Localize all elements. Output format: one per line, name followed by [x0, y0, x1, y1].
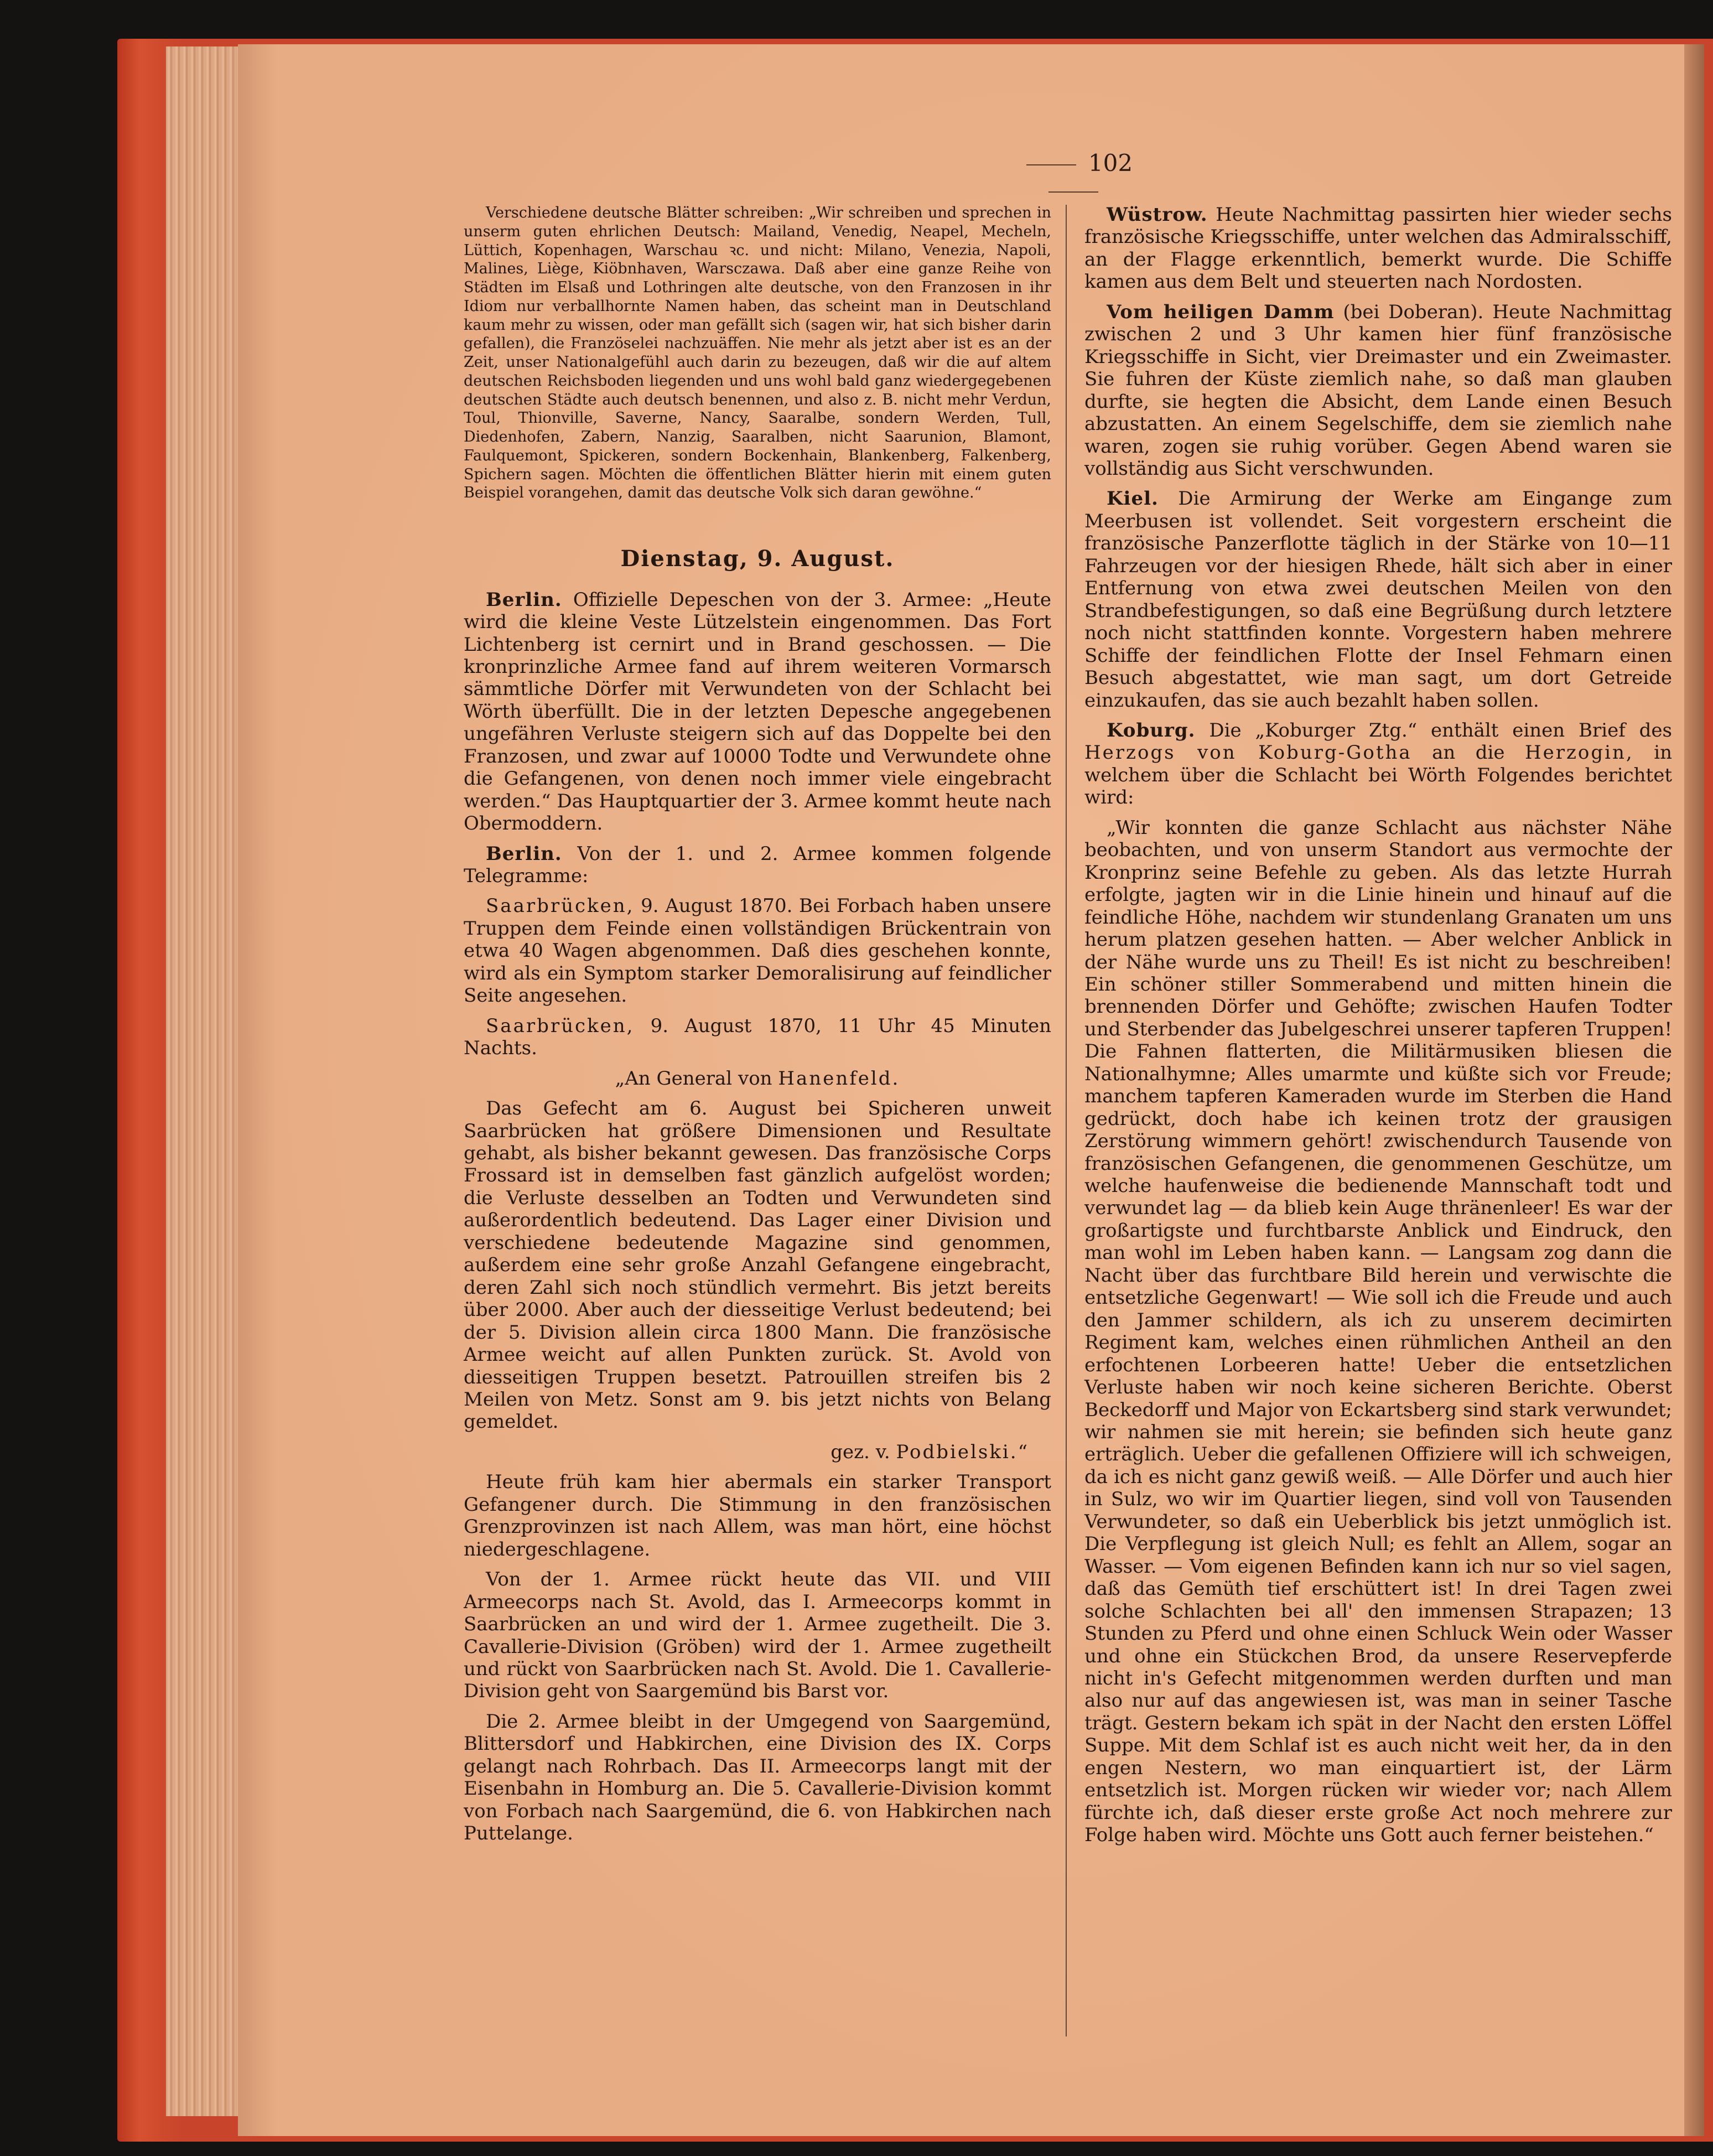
place-saarbruecken-1: Saarbrücken, [486, 895, 635, 918]
lead-heiliger-damm: Vom heiligen Damm [1107, 300, 1335, 323]
page-edges [166, 46, 243, 2116]
text-koburg-b: an die [1432, 742, 1505, 764]
paragraph-armee-2: Die 2. Armee bleibt in der Umgegend von Saargemünd, Blittersdorf und Habkirchen, eine Division des IX. Corps gelangt nach Rohrbach. Das II. Armeecorps langt mit der Eisenbahn in Homburg an. Die 5. Cavallerie-Division kommt von Forbach nach Saargemünd, die 6. von Habkirchen nach Puttelange. [464, 1710, 1051, 1845]
date-heading: Dienstag, 9. August. [620, 546, 895, 572]
lead-koburg: Koburg. [1107, 719, 1196, 742]
paragraph-telegram-1 [464, 895, 1051, 1007]
paragraph-gefangene: Heute früh kam hier abermals ein starker Transport Gefangener durch. Die Stimmung in den französischen Grenzprovinzen ist nach Allem, was man hört, eine höchst niedergeschlagene. [464, 1471, 1051, 1561]
page-number: 102 [985, 149, 1162, 204]
paragraph-wuestrow [1084, 204, 1672, 293]
text-berlin-2: Von der 1. und 2. Armee kommen folgende Telegramme: [464, 842, 1051, 888]
intro-paragraph: Verschiedene deutsche Blätter schreiben: „Wir schreiben und sprechen in unserm guten ehrlichen Deutsch: Mailand, Venedig, Neapel, Mecheln, Lüttich, Kopenhagen, Warschau ꝛc. und nicht: Milano, Venezia, Napoli, Malines, Liège, Kiöbnhaven, Warsczawa. Daß aber eine ganze Reihe von Städten im Elsaß und Lothringen alte deutsche, von den Franzosen in ihr Idiom nur verballhornte Namen haben, das scheint man in Deutschland kaum mehr zu wissen, oder man gefällt sich (sagen wir, hat sich bisher darin gefallen), die Französelei nachzuäffen. Nie mehr als jetzt aber ist es an der Zeit, unser Nationalgefühl auch darin zu bezeugen, daß wir die auf altem deutschen Reichsboden liegenden und uns wohl bald ganz wiedergegebenen deutschen Städte auch deutsch benennen, und also z. B. nicht mehr Verdun, Toul, Thionville, Saverne, Nancy, Saaralbe, sondern Werden, Tull, Diedenhofen, Zabern, Nanzig, Saaralben, nicht Saarunion, Blamont, Faulquemont, Spickeren, sondern Bockenhain, Blankenberg, Falkenberg, Spichern sagen. Möchten die öffentlichen Blätter hierin mit einem guten Beispiel vorangehen, damit das deutsche Volk sich daran gewöhne.“ [464, 204, 1051, 502]
place-saarbruecken-2: Saarbrücken, [486, 1014, 635, 1037]
column-divider [1066, 205, 1067, 2036]
text-koburg-c: in welchem über die Schlacht bei Wörth Folgendes berichtet wird: [1084, 742, 1672, 809]
paragraph-telegram-2 [464, 1015, 1051, 1060]
text-kiel: Die Armirung der Werke am Eingange zum Meerbusen ist vollendet. Seit vorgestern erscheint die französische Panzerflotte täglich in der Stärke von 10—11 Fahrzeugen vor der hiesigen Rhede, hält sich aber in einer Entfernung von etwa zwei deutschen Meilen von den Strandbefestigungen, so daß eine Begrüßung durch letztere noch nicht stattfinden konnte. Vorgestern haben mehrere Schiffe der feindlichen Flotte der Insel Fehmarn einen Besuch abgestattet, wie man sagt, um dort Getreide einzukaufen, das sie auch bezahlt haben sollen. [1084, 488, 1673, 712]
text-telegram-1: 9. August 1870. Bei Forbach haben unsere Truppen dem Feinde einen vollständigen Brückentrain von etwa 40 Wagen abgenommen. Daß dies geschehen konnte, wird als ein Symptom starker Demoralisirung auf feindlicher Seite angesehen. [464, 895, 1051, 1007]
paragraph-armee-1: Von der 1. Armee rückt heute das VII. und VIII Armeecorps nach St. Avold, das I. Armeecorps kommt in Saarbrücken an und wird der 1. Armee zugetheilt. Die 3. Cavallerie-Division (Gröben) wird der 1. Armee zugetheilt und rückt von Saarbrücken nach St. Avold. Die 1. Cavallerie-Division geht von Saargemünd bis Barst vor. [464, 1568, 1051, 1703]
paragraph-koburg [1084, 719, 1672, 809]
text-wuestrow: Heute Nachmittag passirten hier wieder sechs französische Kriegsschiffe, unter welchen das Admiralsschiff, an der Flagge erkenntlich, bemerkt wurde. Die Schiffe kamen aus dem Belt und steuerten nach Nordosten. [1084, 204, 1672, 293]
text-koburg-duchess: Herzogin, [1524, 742, 1634, 764]
intro-block [464, 204, 1051, 502]
text-koburg-duke: Herzogs von Koburg-Gotha [1084, 742, 1412, 764]
right-column [1084, 204, 1672, 1854]
lead-berlin-2: Berlin. [486, 842, 562, 865]
text-telegram-2: 9. August 1870, 11 Uhr 45 Minuten Nachts. [464, 1014, 1052, 1060]
signature-prefix: gez. v. [830, 1440, 890, 1463]
text-berlin-1: Offizielle Depeschen von der 3. Armee: „Heute wird die kleine Veste Lützelstein eingenommen. Das Fort Lichtenberg ist cernirt und in Brand geschossen. — Die kronprinzliche Armee fand auf ihrem weiteren Vormarsch sämmtliche Dörfer mit Verwundeten von der Schlacht bei Wörth überfüllt. Die in der letzten Depesche angegebenen ungefähren Verluste steigern sich auf das Doppelte bei den Franzosen, und zwar auf 10000 Todte und Verwundete ohne die Gefangenen, von denen noch immer viele eingebracht werden.“ Das Hauptquartier der 3. Armee kommt heute nach Obermoddern. [464, 588, 1052, 835]
paragraph-heiliger-damm [1084, 301, 1672, 480]
paragraph-berlin-2 [464, 843, 1051, 888]
text-heiliger-damm: (bei Doberan). Heute Nachmittag zwischen 2 und 3 Uhr kamen hier fünf französische Kriegsschiffe in Sicht, vier Dreimaster und ein Zweimaster. Sie fuhren der Küste ziemlich nahe, so daß man glauben durfte, sie hegten die Absicht, dem Lande einen Besuch abzustatten. An einem Segelschiffe, dem sie ziemlich nahe waren, zogen sie ruhig vorüber. Gegen Abend waren sie vollständig aus Sicht verschwunden. [1084, 300, 1672, 480]
lead-berlin-1: Berlin. [486, 588, 562, 611]
paragraph-gefecht: Das Gefecht am 6. August bei Spicheren unweit Saarbrücken hat größere Dimensionen und Resultate gehabt, als bisher bekannt gewesen. Das französische Corps Frossard ist in demselben fast gänzlich aufgelöst worden; die Verluste desselben an Todten und Verwundeten sind außerordentlich bedeutend. Das Lager einer Division und verschiedene bedeutende Magazine sind genommen, außerdem eine sehr große Anzahl Gefangene eingebracht, deren Zahl sich noch stündlich vermehrt. Bis jetzt bereits über 2000. Aber auch der diesseitige Verlust bedeutend; bei der 5. Division allein circa 1800 Mann. Die französische Armee weicht auf allen Punkten zurück. St. Avold von diesseitigen Truppen besetzt. Patrouillen streifen bis 2 Meilen von Metz. Sonst am 9. bis jetzt nichts von Belang gemeldet. [464, 1097, 1051, 1433]
text-koburg-a: Die „Koburger Ztg.“ enthält einen Brief des [1209, 719, 1673, 742]
page-gutter [1684, 44, 1704, 2136]
address-name: Hanenfeld. [778, 1067, 900, 1090]
lead-kiel: Kiel. [1107, 488, 1159, 510]
address-prefix: „An General von [615, 1067, 772, 1090]
paragraph-berlin-1 [464, 589, 1051, 835]
left-column [464, 204, 1051, 1853]
paragraph-kiel [1084, 488, 1672, 712]
lead-wuestrow: Wüstrow. [1107, 204, 1208, 226]
paragraph-letter: „Wir konnten die ganze Schlacht aus nächster Nähe beobachten, und von unserm Standort aus vermochte der Kronprinz seine Befehle zu geben. Als das letzte Hurrah erfolgte, jagten wir in die Linie hinein und hinauf auf die feindliche Höhe, nachdem wir stundenlang Granaten um uns herum platzen gesehen hatten. — Aber welcher Anblick in der Nähe wurde uns zu Theil! Es ist nicht zu beschreiben! Ein schöner stiller Sommerabend und mitten hinein die brennenden Dörfer und Gehöfte; zwischen Haufen Todter und Sterbender das Jubelgeschrei unserer tapferen Truppen! Die Fahnen flatterten, die Militärmusiken bliesen die Nationalhymne; Alles umarmte und küßte sich vor Freude; manchem tapferen Kameraden wurde im Sterben die Hand gedrückt, doch habe ich keinen trotz der grausigen Zerstörung wimmern gehört! zwischendurch Tausende von französischen Gefangenen, die genommenen Geschütze, um welche haufenweise die bedienende Mannschaft todt und verwundet lag — da blieb kein Auge thränenleer! Es war der großartigste und furchtbarste Anblick und Eindruck, den man wohl im Leben haben kann. — Langsam zog dann die Nacht über das furchtbare Bild herein und verwischte die entsetzliche Gegenwart! — Wie soll ich die Freude und auch den Jammer schildern, als ich zu unserem decimirten Regiment kam, welches einen rühmlichen Antheil an den erfochtenen Lorbeeren hatte! Ueber die entsetzlichen Verluste haben wir noch keine sicheren Berichte. Oberst Beckedorff und Major von Eckartsberg sind stark verwundet; wir nahmen sie mit herein; sie befinden sich heute ganz erträglich. Ueber die gefallenen Offiziere will ich schweigen, da ich es nicht ganz gewiß weiß. — Alle Dörfer und auch hier in Sulz, wo wir im Quartier liegen, sind voll von Tausenden Verwundeter, so daß ein Ueberblick bis jetzt unmöglich ist. Die Verpflegung ist gleich Null; es fehlt an Allem, sogar an Wasser. — Vom eigenen Befinden kann ich nur so viel sagen, daß das Gemüth tief erschüttert ist! In drei Tagen zwei solche Schlachten bei all' den immensen Strapazen; 13 Stunden zu Pferd und ohne einen Schluck Wein oder Wasser und ohne ein Stückchen Brod, da unsere Reservepferde nicht in's Gefecht mitgenommen werden durften und man also nur auf das angewiesen ist, was man in seiner Tasche trägt. Gestern bekam ich spät in der Nacht den ersten Löffel Suppe. Mit dem Schlaf ist es auch nicht weit her, da in den engen Nestern, wo man einquartiert ist, der Lärm entsetzlich ist. Morgen rücken wir wieder vor; nach Allem fürchte ich, daß dieser erste große Act noch mehrere zur Folge haben wird. Möchte uns Gott auch ferner beistehen.“ [1084, 816, 1672, 1847]
signature [464, 1441, 1051, 1463]
signature-name: Podbielski.“ [896, 1440, 1029, 1463]
telegram-address [464, 1067, 1051, 1090]
